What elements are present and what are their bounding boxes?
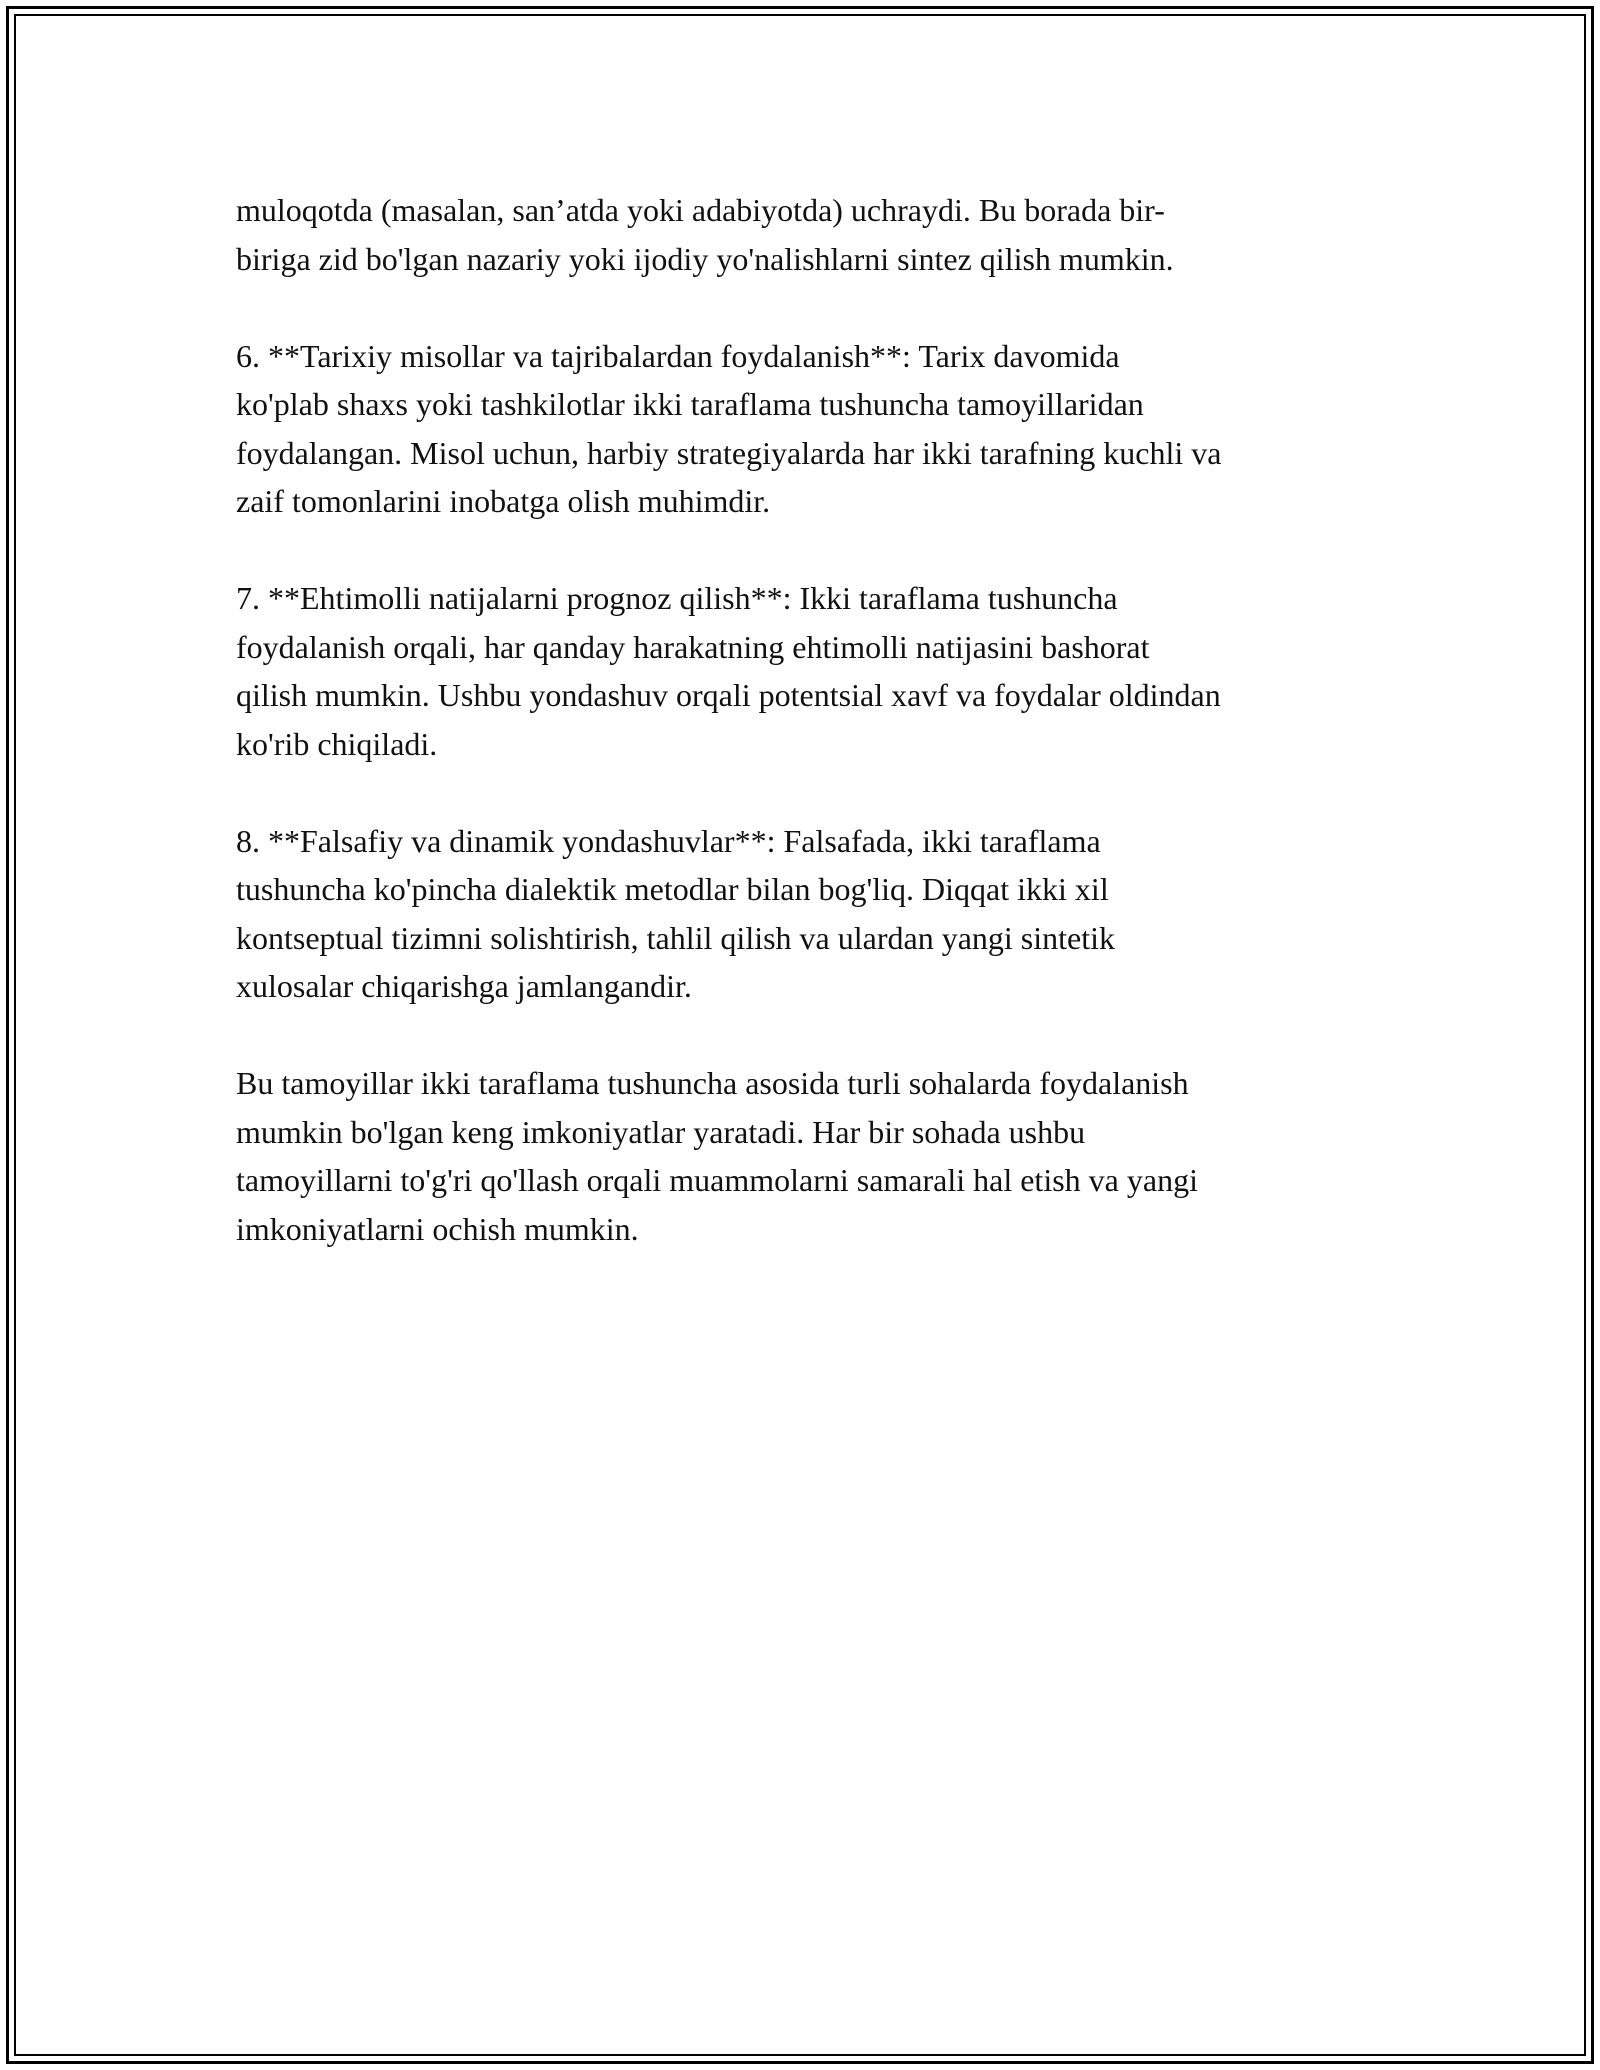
text-line: ko'rib chiqiladi. bbox=[236, 725, 438, 762]
text-line: 7. **Ehtimolli natijalarni prognoz qilish**: Ikki taraflama tushuncha bbox=[236, 580, 1118, 616]
text-line: kontseptual tizimni solishtirish, tahlil qilish va ulardan yangi sintetik bbox=[236, 919, 1116, 956]
text-line: biriga zid bo'lgan nazariy yoki ijodiy yo'nalishlarni sintez qilish mumkin. bbox=[236, 240, 1174, 277]
text-line: foydalanish orqali, har qanday harakatning ehtimolli natijasini bashorat bbox=[236, 628, 1150, 665]
text-line: foydalangan. Misol uchun, harbiy strategiyalarda har ikki tarafning kuchli va bbox=[236, 434, 1222, 471]
text-line: Bu tamoyillar ikki taraflama tushuncha asosida turli sohalarda foydalanish bbox=[236, 1065, 1189, 1101]
text-line: 8. **Falsafiy va dinamik yondashuvlar**: Falsafada, ikki taraflama bbox=[236, 822, 1101, 859]
text-line: imkoniyatlarni ochish mumkin. bbox=[236, 1210, 639, 1247]
paragraph-item-7 bbox=[236, 574, 1376, 768]
document-body bbox=[236, 186, 1376, 1302]
text-line: tushuncha ko'pincha dialektik metodlar bilan bog'liq. Diqqat ikki xil bbox=[236, 871, 1109, 907]
paragraph-conclusion bbox=[236, 1059, 1376, 1253]
paragraph-continuation bbox=[236, 186, 1376, 283]
text-line: qilish mumkin. Ushbu yondashuv orqali potentsial xavf va foydalar oldindan bbox=[236, 677, 1221, 713]
text-line: ko'plab shaxs yoki tashkilotlar ikki taraflama tushuncha tamoyillaridan bbox=[236, 386, 1144, 422]
text-line: muloqotda (masalan, san’atda yoki adabiyotda) uchraydi. Bu borada bir- bbox=[236, 192, 1165, 228]
paragraph-item-6 bbox=[236, 332, 1376, 526]
text-line: 6. **Tarixiy misollar va tajribalardan foydalanish**: Tarix davomida bbox=[236, 337, 1120, 374]
text-line: tamoyillarni to'g'ri qo'llash orqali muammolarni samarali hal etish va yangi bbox=[236, 1162, 1198, 1198]
text-line: mumkin bo'lgan keng imkoniyatlar yaratadi. Har bir sohada ushbu bbox=[236, 1113, 1086, 1150]
text-line: zaif tomonlarini inobatga olish muhimdir. bbox=[236, 483, 771, 519]
paragraph-item-8 bbox=[236, 817, 1376, 1011]
text-line: xulosalar chiqarishga jamlangandir. bbox=[236, 968, 692, 1004]
